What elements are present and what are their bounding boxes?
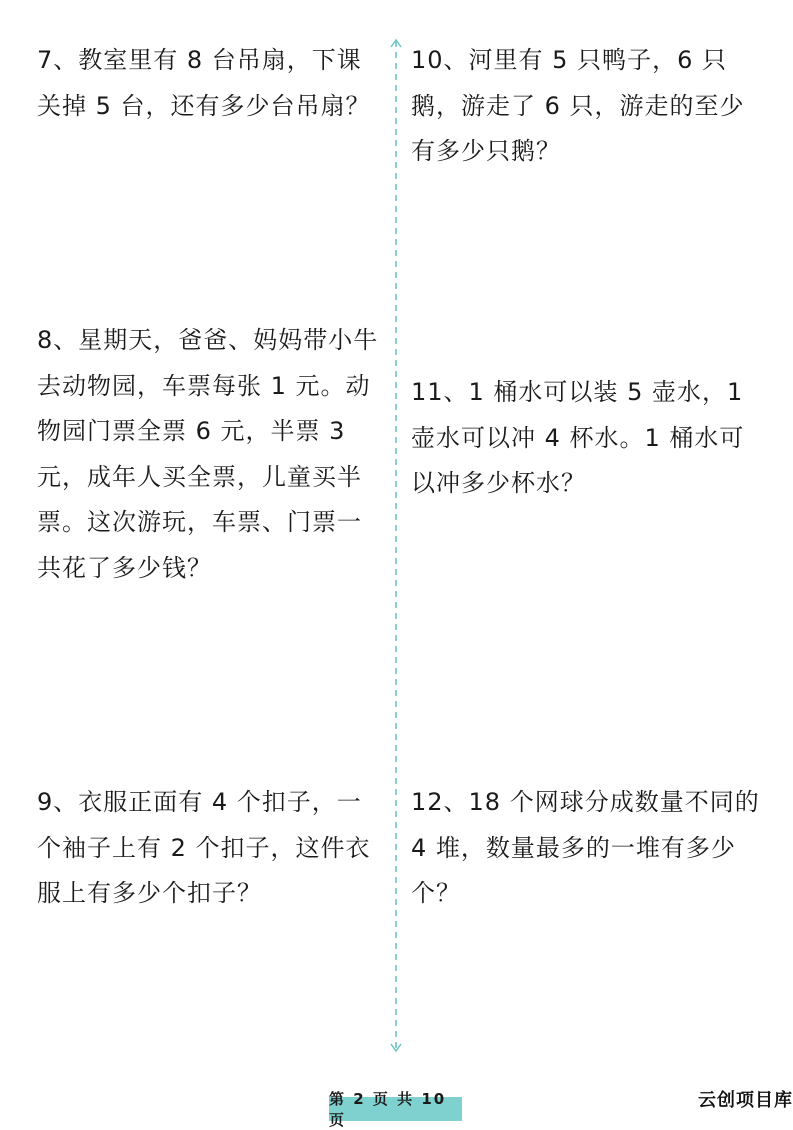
brand-watermark: 云创项目库 bbox=[698, 1090, 793, 1111]
page-number-label: 第 2 页 共 10 页 bbox=[329, 1090, 447, 1129]
question-7: 7、教室里有 8 台吊扇，下课关掉 5 台，还有多少台吊扇？ bbox=[37, 46, 371, 120]
question-11: 11、1 桶水可以装 5 壶水，1 壶水可以冲 4 杯水。1 桶水可以冲多少杯水？ bbox=[411, 378, 745, 497]
question-8: 8、星期天，爸爸、妈妈带小牛去动物园，车票每张 1 元。动物园门票全票 6 元，半票 3 元，成年人买全票，儿童买半票。这次游玩，车票、门票一共花了多少钱？ bbox=[37, 326, 379, 582]
question-12: 12、18 个网球分成数量不同的 4 堆，数量最多的一堆有多少个？ bbox=[411, 788, 760, 907]
question-9: 9、衣服正面有 4 个扣子，一个袖子上有 2 个扣子，这件衣服上有多少个扣子？ bbox=[37, 788, 371, 907]
column-divider bbox=[388, 38, 404, 1054]
question-10: 10、河里有 5 只鸭子，6 只鹅，游走了 6 只，游走的至少有多少只鹅？ bbox=[411, 46, 745, 165]
page-number-badge bbox=[329, 1090, 462, 1129]
